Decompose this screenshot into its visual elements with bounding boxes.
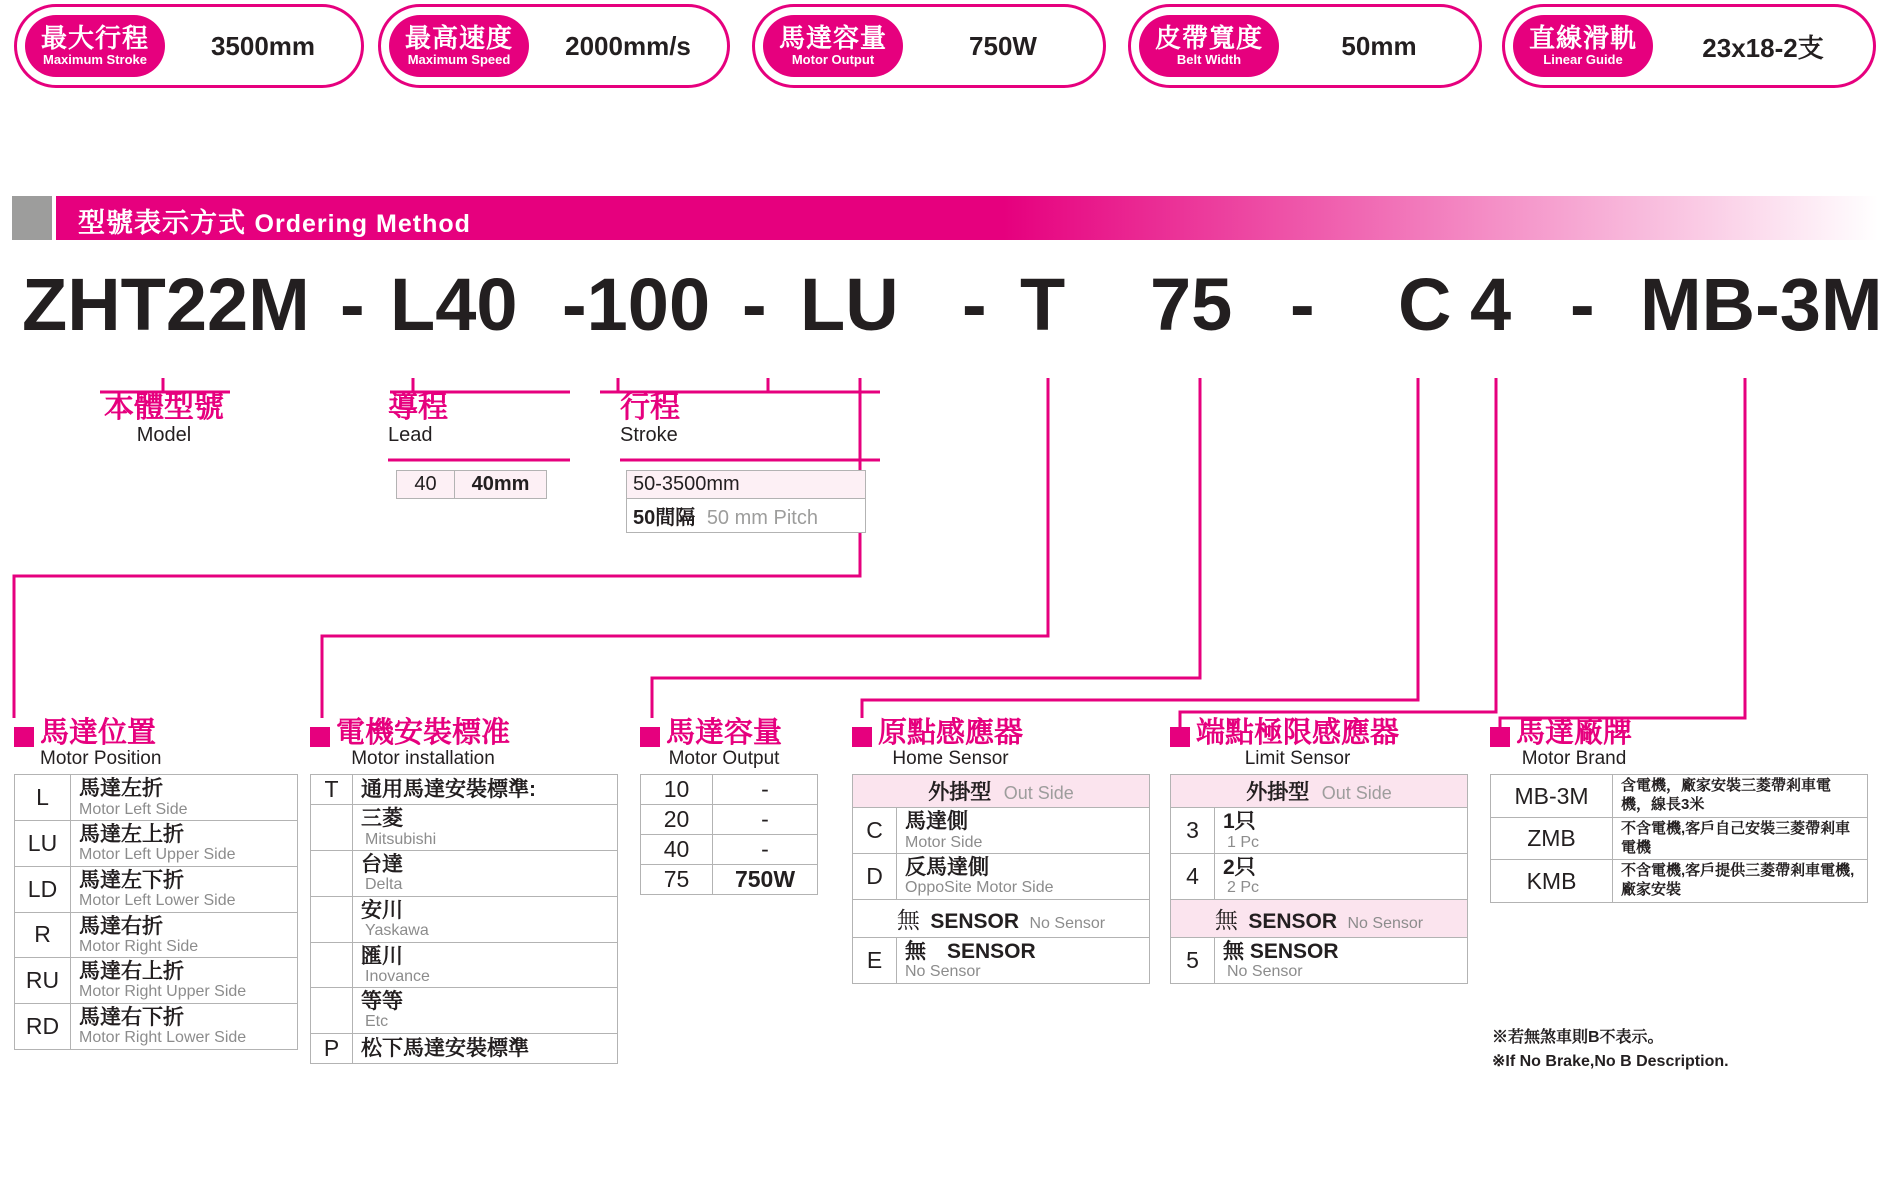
stroke-range: 50-3500mm xyxy=(627,471,866,499)
table-row xyxy=(311,851,618,897)
row-key: KMB xyxy=(1491,860,1613,903)
row-key: P xyxy=(311,1033,353,1063)
table-row xyxy=(1171,854,1468,900)
code-stroke: -100 xyxy=(562,263,711,346)
spec-badge-zh: 最高速度 xyxy=(405,23,514,54)
row-value-zh: 馬達左下折 xyxy=(79,868,184,892)
block-title xyxy=(310,718,630,770)
block-title-en: Motor Position xyxy=(40,748,162,770)
table-row xyxy=(15,1003,298,1049)
code-home-sensor: C xyxy=(1398,263,1452,346)
row-key: 4 xyxy=(1171,854,1215,900)
row-value-zh: 松下馬達安裝標準 xyxy=(361,1036,529,1060)
row-value xyxy=(1215,808,1468,854)
code-model: ZHT22M xyxy=(22,263,310,346)
row-value: - xyxy=(713,805,818,835)
row-no-sensor xyxy=(853,899,1150,937)
table-row xyxy=(853,937,1150,983)
table-row xyxy=(311,942,618,988)
row-value-en: OppoSite Motor Side xyxy=(905,879,1054,897)
brand-note-zh: ※若無煞車則B不表示。 xyxy=(1492,1029,1664,1046)
row-value xyxy=(71,912,298,958)
row-value-en: Motor Right Upper Side xyxy=(79,983,247,1001)
spec-badge-en: Maximum Stroke xyxy=(42,51,148,67)
spec-badge xyxy=(1139,15,1279,77)
row-value-en: Motor Left Lower Side xyxy=(79,891,236,909)
upper-label-model xyxy=(80,392,248,447)
table-row xyxy=(15,958,298,1004)
block-limit-sensor xyxy=(1170,718,1480,984)
upper-label-lead-en: Lead xyxy=(388,423,433,446)
code-dash-5: - xyxy=(1570,263,1595,346)
table-row xyxy=(15,821,298,867)
row-value-zh: 馬達左上折 xyxy=(79,823,184,847)
row-key xyxy=(311,851,353,897)
upper-label-stroke xyxy=(620,392,740,447)
spec-badge xyxy=(1513,15,1653,77)
code-dash-3: - xyxy=(962,263,987,346)
spec-value: 50mm xyxy=(1341,30,1417,61)
table-row xyxy=(1171,899,1468,937)
motor-brand-table xyxy=(1490,774,1868,903)
block-title-en: Home Sensor xyxy=(892,748,1009,770)
code-dash-4: - xyxy=(1290,263,1315,346)
row-value xyxy=(71,866,298,912)
row-key: 無 xyxy=(1214,906,1238,933)
lead-value: 40mm xyxy=(455,471,547,499)
stroke-pitch-en: 50 mm Pitch xyxy=(706,507,818,529)
row-key: 3 xyxy=(1171,808,1215,854)
spec-badge-zh: 直線滑軌 xyxy=(1529,23,1638,54)
header-zh: 外掛型 xyxy=(928,781,992,805)
row-value xyxy=(353,851,618,897)
block-motor-brand xyxy=(1490,718,1880,903)
spec-badge-en: Linear Guide xyxy=(1543,51,1623,67)
spec-badge-zh: 馬達容量 xyxy=(779,23,888,54)
row-value-zh: 馬達側 xyxy=(905,810,968,834)
row-value-en: Motor Side xyxy=(905,833,983,851)
spec-badge-zh: 最大行程 xyxy=(41,23,150,54)
row-value xyxy=(71,821,298,867)
row-value xyxy=(71,958,298,1004)
spec-badge-en: Maximum Speed xyxy=(407,51,511,67)
brand-note-en: ※If No Brake,No B Description. xyxy=(1492,1053,1729,1070)
block-title-zh: 馬達容量 xyxy=(666,717,783,749)
row-key: 5 xyxy=(1171,937,1215,983)
block-title-en: Motor Output xyxy=(668,748,780,770)
row-value: 750W xyxy=(713,865,818,895)
table-row xyxy=(853,808,1150,854)
row-key: LD xyxy=(15,866,71,912)
table-row-header xyxy=(1171,775,1468,808)
row-value-zh: 匯川 xyxy=(361,944,403,968)
table-row xyxy=(641,865,818,895)
row-value xyxy=(897,937,1150,983)
motor-position-table xyxy=(14,774,298,1049)
row-key: 40 xyxy=(641,835,713,865)
row-value-zh: 等等 xyxy=(361,990,403,1014)
lead-key: 40 xyxy=(397,471,455,499)
row-key: D xyxy=(853,854,897,900)
block-title xyxy=(14,718,304,770)
header-cell xyxy=(1171,775,1468,808)
bullet-square xyxy=(14,727,34,747)
table-row xyxy=(1171,937,1468,983)
row-value xyxy=(353,988,618,1034)
row-value xyxy=(71,1003,298,1049)
upper-label-stroke-en: Stroke xyxy=(620,423,678,446)
home-sensor-table xyxy=(852,774,1150,983)
block-title xyxy=(852,718,1162,770)
motor-output-table xyxy=(640,774,818,895)
spec-pill-maximum-stroke xyxy=(14,4,364,88)
row-value xyxy=(71,775,298,821)
row-value-en: No Sensor xyxy=(905,962,981,980)
block-motor-output xyxy=(640,718,830,895)
row-key: T xyxy=(311,775,353,805)
table-row xyxy=(311,1033,618,1063)
row-key: 無 xyxy=(896,906,920,933)
code-motor-install: T xyxy=(1020,263,1066,346)
block-title-zh: 端點極限感應器 xyxy=(1196,717,1400,749)
spec-pill-motor-output xyxy=(752,4,1106,88)
row-desc: 不含電機,客戶提供三菱帶剎車電機,廠家安裝 xyxy=(1621,862,1855,899)
block-title-zh: 原點感應器 xyxy=(878,717,1024,749)
row-value xyxy=(897,808,1150,854)
spec-badge-en: Belt Width xyxy=(1176,51,1242,67)
row-value-en: Etc xyxy=(365,1013,389,1031)
row-value xyxy=(1215,937,1468,983)
row-key: C xyxy=(853,808,897,854)
table-row xyxy=(641,805,818,835)
row-value xyxy=(353,775,618,805)
block-title-en: Motor installation xyxy=(351,748,495,770)
block-title-zh: 馬達廠牌 xyxy=(1516,717,1633,749)
row-key: L xyxy=(15,775,71,821)
row-value-en: Motor Right Lower Side xyxy=(79,1028,247,1046)
table-row xyxy=(397,471,547,499)
row-value xyxy=(1215,854,1468,900)
table-row-header xyxy=(853,775,1150,808)
section-header-square xyxy=(12,196,52,240)
row-key: RU xyxy=(15,958,71,1004)
bullet-square xyxy=(640,727,660,747)
row-value-en: Motor Right Side xyxy=(79,937,199,955)
row-value: - xyxy=(713,775,818,805)
row-key: E xyxy=(853,937,897,983)
upper-label-lead xyxy=(388,392,488,447)
limit-sensor-table xyxy=(1170,774,1468,983)
row-key: LU xyxy=(15,821,71,867)
row-value-zh: 馬達右下折 xyxy=(79,1005,184,1029)
code-motor-position: LU xyxy=(800,263,899,346)
bullet-square xyxy=(1490,727,1510,747)
specs-row xyxy=(0,0,1890,100)
bullet-square xyxy=(852,727,872,747)
row-key: MB-3M xyxy=(1491,775,1613,818)
row-value-en: 2 Pc xyxy=(1227,879,1260,897)
code-limit-sensor: 4 xyxy=(1470,263,1512,346)
code-motor-output: 75 xyxy=(1150,263,1233,346)
table-row xyxy=(1491,860,1868,903)
model-code xyxy=(0,262,1890,350)
row-value-zh: 馬達右折 xyxy=(79,914,163,938)
table-row xyxy=(853,899,1150,937)
table-row xyxy=(311,896,618,942)
row-value xyxy=(1613,775,1868,818)
table-row xyxy=(1171,808,1468,854)
stroke-pitch-zh: 50間隔 xyxy=(633,507,696,529)
table-row xyxy=(311,805,618,851)
row-value xyxy=(353,1033,618,1063)
row-desc: 不含電機,客戶自己安裝三菱帶剎車電機 xyxy=(1621,819,1851,856)
row-key: 20 xyxy=(641,805,713,835)
spec-badge-en: Motor Output xyxy=(791,51,875,67)
table-row xyxy=(15,866,298,912)
row-value-en: No Sensor xyxy=(1227,962,1303,980)
row-value: - xyxy=(713,835,818,865)
bullet-square xyxy=(1170,727,1190,747)
spec-value: 750W xyxy=(969,30,1037,61)
row-value-zh: 無 SENSOR xyxy=(1223,939,1339,963)
code-dash-2: - xyxy=(742,263,767,346)
row-value xyxy=(353,805,618,851)
spec-pill-maximum-speed xyxy=(378,4,730,88)
row-value-en: Inovance xyxy=(365,967,430,985)
spec-badge xyxy=(389,15,529,77)
row-value-zh: 無 SENSOR xyxy=(905,939,1036,963)
row-key: 10 xyxy=(641,775,713,805)
row-value-zh: 台達 xyxy=(361,853,403,877)
row-value-zh: SENSOR xyxy=(930,909,1020,933)
section-header xyxy=(12,196,1878,240)
row-value-zh: 三菱 xyxy=(361,807,403,831)
row-value xyxy=(353,942,618,988)
block-title-en: Motor Brand xyxy=(1521,748,1627,770)
spec-badge xyxy=(25,15,165,77)
section-header-en: Ordering Method xyxy=(254,210,471,238)
row-value-en: Motor Left Side xyxy=(79,800,188,818)
row-key: R xyxy=(15,912,71,958)
upper-label-model-zh: 本體型號 xyxy=(104,391,224,424)
row-key: ZMB xyxy=(1491,817,1613,860)
spec-value: 23x18-2支 xyxy=(1702,32,1824,63)
header-zh: 外掛型 xyxy=(1246,781,1310,805)
row-value-en: No Sensor xyxy=(1029,914,1106,932)
table-row xyxy=(627,499,866,533)
spec-pill-linear-guide xyxy=(1502,4,1876,88)
code-motor-brand: MB-3M xyxy=(1640,263,1883,346)
section-header-text xyxy=(78,201,471,240)
block-motor-installation xyxy=(310,718,630,1064)
spec-value: 3500mm xyxy=(210,30,316,61)
table-row xyxy=(311,988,618,1034)
row-value-zh: 2只 xyxy=(1223,856,1256,880)
row-value-en: Motor Left Upper Side xyxy=(79,846,236,864)
block-title-en: Limit Sensor xyxy=(1244,748,1351,770)
row-value-en: Mitsubishi xyxy=(365,830,437,848)
row-no-sensor xyxy=(1171,899,1468,937)
row-value-zh: 1只 xyxy=(1223,810,1256,834)
table-row xyxy=(15,775,298,821)
row-key xyxy=(311,805,353,851)
header-en: Out Side xyxy=(1003,783,1074,804)
row-value-zh: 反馬達側 xyxy=(905,856,989,880)
bullet-square xyxy=(310,727,330,747)
row-key xyxy=(311,988,353,1034)
row-value xyxy=(897,854,1150,900)
upper-label-model-en: Model xyxy=(136,423,192,446)
table-row xyxy=(641,775,818,805)
row-value xyxy=(1613,817,1868,860)
row-value-zh: SENSOR xyxy=(1248,909,1338,933)
table-row xyxy=(1491,775,1868,818)
block-home-sensor xyxy=(852,718,1162,984)
table-row xyxy=(641,835,818,865)
header-cell xyxy=(853,775,1150,808)
spec-value: 2000mm/s xyxy=(565,30,691,61)
row-value-en: Delta xyxy=(365,876,403,894)
upper-label-lead-zh: 導程 xyxy=(388,391,448,424)
row-value-zh: 安川 xyxy=(361,898,403,922)
row-key: RD xyxy=(15,1003,71,1049)
block-title-zh: 電機安裝標准 xyxy=(336,717,511,749)
row-value-en: No Sensor xyxy=(1347,914,1424,932)
code-dash-1: - xyxy=(340,263,365,346)
row-value xyxy=(1613,860,1868,903)
block-title xyxy=(640,718,830,770)
lead-table xyxy=(396,470,547,499)
section-header-zh: 型號表示方式 xyxy=(78,208,246,238)
block-title xyxy=(1490,718,1880,770)
block-motor-position xyxy=(14,718,304,1050)
motor-installation-table xyxy=(310,774,618,1063)
block-title-zh: 馬達位置 xyxy=(40,717,157,749)
header-en: Out Side xyxy=(1321,783,1392,804)
table-row xyxy=(15,912,298,958)
row-key xyxy=(311,896,353,942)
block-title xyxy=(1170,718,1480,770)
upper-label-stroke-zh: 行程 xyxy=(620,391,680,424)
table-row xyxy=(1491,817,1868,860)
row-desc: 含電機，廠家安裝三菱帶剎車電機，線長3米 xyxy=(1621,777,1832,814)
table-row xyxy=(627,471,866,499)
row-value-zh: 馬達右上折 xyxy=(79,960,184,984)
row-key: 75 xyxy=(641,865,713,895)
stroke-table xyxy=(626,470,866,533)
row-value xyxy=(353,896,618,942)
spec-badge-zh: 皮帶寬度 xyxy=(1155,23,1264,54)
table-row xyxy=(853,854,1150,900)
row-value-en: 1 Pc xyxy=(1227,833,1260,851)
row-value-en: Yaskawa xyxy=(365,921,429,939)
row-value-zh: 通用馬達安裝標準: xyxy=(361,778,536,802)
code-lead: L40 xyxy=(390,263,518,346)
row-value-zh: 馬達左折 xyxy=(79,777,163,801)
table-row xyxy=(311,775,618,805)
row-key xyxy=(311,942,353,988)
stroke-pitch xyxy=(627,499,866,533)
spec-pill-belt-width xyxy=(1128,4,1482,88)
spec-badge xyxy=(763,15,903,77)
